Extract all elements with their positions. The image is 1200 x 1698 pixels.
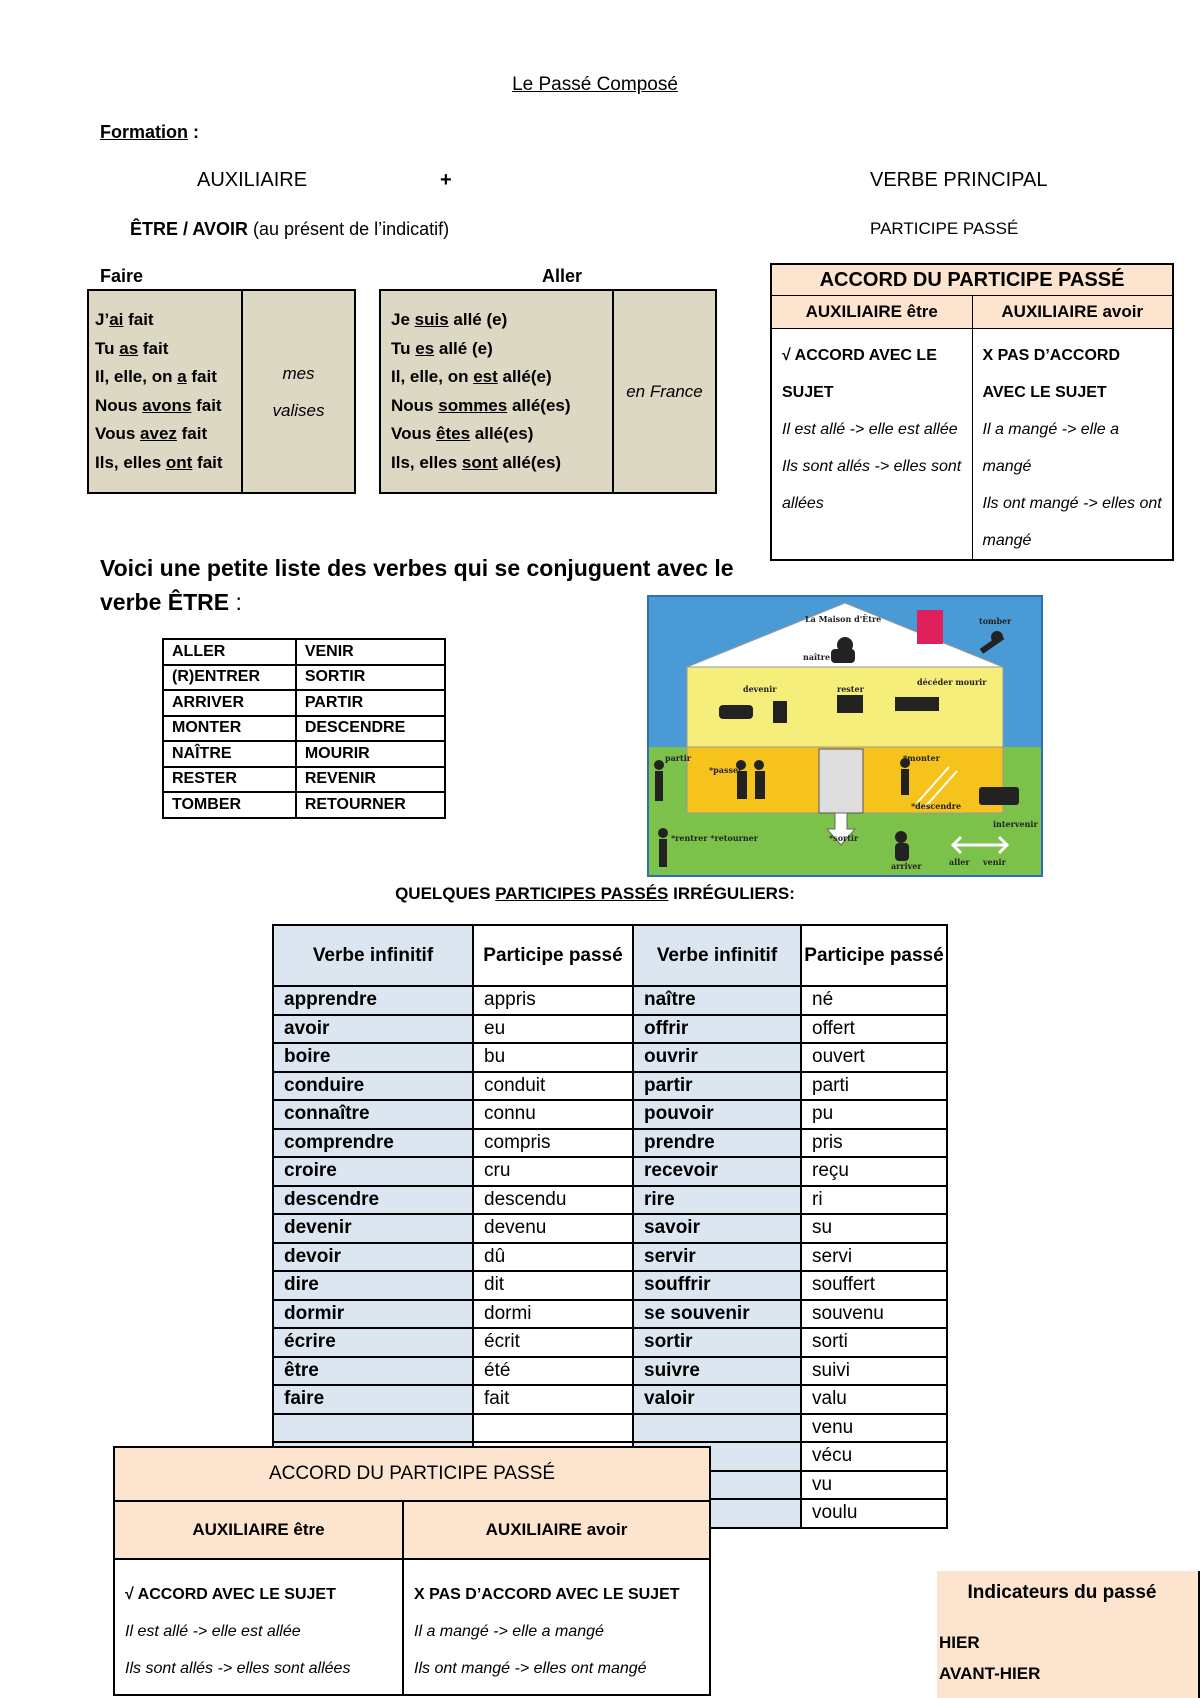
participe-cell: vu	[801, 1471, 947, 1500]
label-naitre: naître	[803, 652, 831, 662]
verb-cell: SORTIR	[296, 665, 445, 691]
avoir-example-2: Ils ont mangé -> elles ont mangé	[982, 495, 1162, 549]
irr-title-post: IRRÉGULIERS:	[668, 884, 795, 903]
infinitif-cell: partir	[633, 1072, 801, 1101]
label-passer: *passer	[709, 765, 743, 775]
aux-word: sommes	[438, 395, 508, 415]
label-venir: venir	[983, 857, 1006, 867]
indicateurs-title: Indicateurs du passé	[967, 1582, 1157, 1603]
accord-title: ACCORD DU PARTICIPE PASSÉ	[114, 1447, 710, 1501]
verb-cell: RESTER	[163, 767, 296, 793]
verb-cell: TOMBER	[163, 792, 296, 818]
table-row	[273, 1100, 947, 1129]
label-tomber: tomber	[979, 616, 1012, 626]
infinitif-cell: se souvenir	[633, 1300, 801, 1329]
infinitif-cell: dire	[273, 1271, 473, 1300]
col-auxiliaire-avoir: AUXILIAIRE avoir	[972, 296, 1173, 329]
formation-label: Formation	[100, 122, 188, 142]
aux-word: êtes	[436, 424, 471, 443]
infinitif-cell	[273, 1414, 473, 1443]
infinitif-cell: naître	[633, 986, 801, 1015]
aux-word: a	[177, 367, 187, 386]
participe-cell: parti	[801, 1072, 947, 1101]
accord-etre-cell	[114, 1559, 403, 1695]
verb-cell: ARRIVER	[163, 690, 296, 716]
infinitif-cell: offrir	[633, 1015, 801, 1044]
table-row	[273, 1414, 947, 1443]
infinitif-cell: avoir	[273, 1015, 473, 1044]
table-row	[163, 716, 445, 742]
irr-title-pre: QUELQUES	[395, 884, 496, 903]
label-deceder-mourir: décéder mourir	[917, 677, 987, 687]
aux-word: ai	[109, 310, 124, 329]
irregular-participles-title	[0, 884, 1190, 904]
aller-form: Il, elle, on est allé(e)	[391, 367, 552, 386]
aller-label: Aller	[542, 266, 583, 286]
participe-cell: été	[473, 1357, 633, 1386]
label-rentrer: *rentrer *retourner	[671, 833, 758, 843]
etre-example-2: Ils sont allés -> elles sont allées	[125, 1660, 351, 1677]
etre-rule: √ ACCORD AVEC LE SUJET	[782, 347, 937, 401]
label-descendre: *descendre	[911, 801, 962, 811]
infinitif-cell: descendre	[273, 1186, 473, 1215]
complement-line: valises	[272, 400, 325, 420]
complement-line: mes	[282, 363, 315, 383]
table-row	[273, 1243, 947, 1272]
infinitif-cell: connaître	[273, 1100, 473, 1129]
table-row	[273, 1214, 947, 1243]
auxiliaire-heading: AUXILIAIRE	[197, 169, 308, 191]
participe-cell: dormi	[473, 1300, 633, 1329]
verb-cell: (R)ENTRER	[163, 665, 296, 691]
table-row	[163, 639, 445, 665]
table-row	[273, 986, 947, 1015]
avoir-rule: X PAS D’ACCORD AVEC LE SUJET	[414, 1586, 680, 1603]
infinitif-cell: servir	[633, 1243, 801, 1272]
infinitif-cell: ouvrir	[633, 1043, 801, 1072]
col-auxiliaire-etre: AUXILIAIRE être	[771, 296, 972, 329]
infinitif-cell	[633, 1414, 801, 1443]
label-partir: partir	[665, 753, 691, 763]
label-monter: *monter	[903, 753, 940, 763]
participe-cell: vécu	[801, 1442, 947, 1471]
accord-avoir-cell	[972, 329, 1173, 561]
formation-heading	[100, 122, 199, 143]
etre-rule: √ ACCORD AVEC LE SUJET	[125, 1586, 336, 1603]
infinitif-cell: faire	[273, 1385, 473, 1414]
label-rester: rester	[837, 684, 864, 694]
infinitif-cell: sortir	[633, 1328, 801, 1357]
table-row	[273, 1385, 947, 1414]
aller-forms	[380, 290, 613, 493]
label-devenir: devenir	[743, 684, 777, 694]
avoir-example-1: Il a mangé -> elle a mangé	[414, 1623, 604, 1640]
page-title: Le Passé Composé	[512, 74, 678, 95]
label-intervenir: intervenir	[993, 819, 1038, 829]
infinitif-cell: rire	[633, 1186, 801, 1215]
indicateur-item: AVANT-HIER	[939, 1664, 1041, 1683]
etre-example-1: Il est allé -> elle est allée	[125, 1623, 301, 1640]
table-row	[273, 1300, 947, 1329]
aux-word: as	[119, 338, 139, 358]
faire-form: Ils, elles ont fait	[95, 452, 223, 472]
faire-form: Vous avez fait	[95, 424, 208, 443]
faire-forms	[88, 290, 242, 493]
verb-cell: ALLER	[163, 639, 296, 665]
verb-cell: RETOURNER	[296, 792, 445, 818]
faire-label: Faire	[100, 266, 144, 286]
participe-cell: connu	[473, 1100, 633, 1129]
infinitif-cell: prendre	[633, 1129, 801, 1158]
participe-cell: pris	[801, 1129, 947, 1158]
table-row	[273, 1072, 947, 1101]
verb-cell: MOURIR	[296, 741, 445, 767]
participe-cell: fait	[473, 1385, 633, 1414]
plus-sign: +	[440, 169, 452, 191]
infinitif-cell: souffrir	[633, 1271, 801, 1300]
aller-form: Je suis allé (e)	[391, 310, 508, 329]
infinitif-cell: conduire	[273, 1072, 473, 1101]
participe-cell: sorti	[801, 1328, 947, 1357]
participe-cell: né	[801, 986, 947, 1015]
formation-colon: :	[188, 122, 199, 142]
irregular-participles-table	[272, 924, 948, 1529]
header-verbe-infinitif: Verbe infinitif	[273, 925, 473, 986]
infinitif-cell: recevoir	[633, 1157, 801, 1186]
infinitif-cell: valoir	[633, 1385, 801, 1414]
aux-word: est	[473, 367, 498, 386]
aller-form: Nous sommes allé(es)	[391, 395, 571, 415]
participe-cell: su	[801, 1214, 947, 1243]
etre-verbs-table	[162, 638, 446, 819]
participe-cell: appris	[473, 986, 633, 1015]
accord-etre-cell	[771, 329, 972, 561]
participe-passe-heading: PARTICIPE PASSÉ	[870, 219, 1019, 238]
participe-cell: dit	[473, 1271, 633, 1300]
participe-cell: compris	[473, 1129, 633, 1158]
table-row	[273, 1043, 947, 1072]
participe-cell: souvenu	[801, 1300, 947, 1329]
faire-form: Il, elle, on a fait	[95, 367, 217, 386]
participe-cell: servi	[801, 1243, 947, 1272]
header-participe-passe: Participe passé	[473, 925, 633, 986]
infinitif-cell: écrire	[273, 1328, 473, 1357]
infinitif-cell: devenir	[273, 1214, 473, 1243]
etre-example-2: Ils sont allés -> elles sont allées	[782, 458, 962, 512]
table-row	[163, 741, 445, 767]
faire-form: Tu as fait	[95, 338, 169, 358]
accord-title: ACCORD DU PARTICIPE PASSÉ	[771, 264, 1173, 296]
label-aller: aller	[949, 857, 970, 867]
aux-word: avons	[142, 395, 192, 415]
etre-avoir-note: (au présent de l’indicatif)	[248, 219, 450, 239]
aller-form: Vous êtes allé(es)	[391, 424, 534, 443]
participe-cell: écrit	[473, 1328, 633, 1357]
faire-form: J’ai fait	[95, 310, 154, 329]
accord-avoir-cell	[403, 1559, 710, 1695]
infinitif-cell: être	[273, 1357, 473, 1386]
table-row	[163, 792, 445, 818]
door	[819, 749, 863, 813]
verbe-principal-heading: VERBE PRINCIPAL	[870, 169, 1048, 191]
aux-word: ont	[165, 452, 193, 472]
aller-form: Ils, elles sont allé(es)	[391, 452, 562, 472]
table-row	[273, 1357, 947, 1386]
verb-cell: REVENIR	[296, 767, 445, 793]
participe-cell: venu	[801, 1414, 947, 1443]
participe-cell: suivi	[801, 1357, 947, 1386]
verb-cell: VENIR	[296, 639, 445, 665]
avoir-example-1: Il a mangé -> elle a mangé	[982, 421, 1120, 475]
participe-cell: dû	[473, 1243, 633, 1272]
table-row	[273, 1271, 947, 1300]
infinitif-cell: devoir	[273, 1243, 473, 1272]
verb-cell: MONTER	[163, 716, 296, 742]
infinitif-cell: croire	[273, 1157, 473, 1186]
voici-text: Voici une petite liste des verbes qui se conjuguent avec le verbe ÊTRE	[100, 555, 734, 615]
avoir-rule: X PAS D’ACCORD AVEC LE SUJET	[982, 347, 1120, 401]
participe-cell: souffert	[801, 1271, 947, 1300]
aller-complement: en France	[613, 290, 716, 493]
voici-colon: :	[229, 589, 242, 615]
etre-example-1: Il est allé -> elle est allée	[782, 421, 958, 438]
label-arriver: arriver	[891, 861, 922, 871]
faire-conjugation-table	[87, 289, 356, 494]
participe-cell: cru	[473, 1157, 633, 1186]
chimney	[917, 610, 943, 644]
participe-cell: reçu	[801, 1157, 947, 1186]
etre-avoir-line	[130, 219, 449, 240]
aux-word: es	[415, 338, 435, 358]
participe-cell: descendu	[473, 1186, 633, 1215]
table-row	[163, 767, 445, 793]
verb-cell: DESCENDRE	[296, 716, 445, 742]
infinitif-cell: apprendre	[273, 986, 473, 1015]
participe-cell: valu	[801, 1385, 947, 1414]
house-title: La Maison d'Être	[805, 614, 882, 624]
house-drawing	[649, 597, 1041, 875]
participe-cell	[473, 1414, 633, 1443]
table-row	[163, 690, 445, 716]
infinitif-cell: boire	[273, 1043, 473, 1072]
table-row	[273, 1129, 947, 1158]
participe-cell: eu	[473, 1015, 633, 1044]
participe-cell: pu	[801, 1100, 947, 1129]
verb-cell: NAÎTRE	[163, 741, 296, 767]
infinitif-cell: dormir	[273, 1300, 473, 1329]
aller-conjugation-table	[379, 289, 717, 494]
label-sortir: *sortir	[829, 833, 859, 843]
accord-table-bottom	[113, 1446, 711, 1696]
verb-cell: PARTIR	[296, 690, 445, 716]
participe-cell: conduit	[473, 1072, 633, 1101]
table-row	[163, 665, 445, 691]
table-row	[273, 1015, 947, 1044]
participe-cell: ouvert	[801, 1043, 947, 1072]
participe-cell: voulu	[801, 1499, 947, 1528]
aux-word: sont	[461, 452, 498, 472]
faire-form: Nous avons fait	[95, 395, 222, 415]
indicateur-item: HIER	[939, 1633, 980, 1652]
aux-word: avez	[140, 424, 177, 443]
header-verbe-infinitif: Verbe infinitif	[633, 925, 801, 986]
indicateurs-du-passe	[937, 1571, 1200, 1698]
infinitif-cell: savoir	[633, 1214, 801, 1243]
table-row	[273, 1186, 947, 1215]
infinitif-cell: suivre	[633, 1357, 801, 1386]
col-auxiliaire-avoir: AUXILIAIRE avoir	[403, 1501, 710, 1559]
header-participe-passe: Participe passé	[801, 925, 947, 986]
participe-cell: ri	[801, 1186, 947, 1215]
participe-cell: devenu	[473, 1214, 633, 1243]
table-row	[273, 1157, 947, 1186]
maison-etre-illustration	[647, 595, 1043, 877]
avoir-example-2: Ils ont mangé -> elles ont mangé	[414, 1660, 647, 1677]
table-row	[273, 1328, 947, 1357]
aux-word: suis	[414, 310, 449, 329]
infinitif-cell: pouvoir	[633, 1100, 801, 1129]
aller-form: Tu es allé (e)	[391, 338, 493, 358]
participe-cell: offert	[801, 1015, 947, 1044]
faire-complement	[242, 290, 355, 493]
etre-avoir: ÊTRE / AVOIR	[130, 219, 249, 239]
irr-title-underlined: PARTICIPES PASSÉS	[495, 884, 669, 903]
col-auxiliaire-etre: AUXILIAIRE être	[114, 1501, 403, 1559]
accord-table-top	[770, 263, 1174, 561]
participe-cell: bu	[473, 1043, 633, 1072]
infinitif-cell: comprendre	[273, 1129, 473, 1158]
